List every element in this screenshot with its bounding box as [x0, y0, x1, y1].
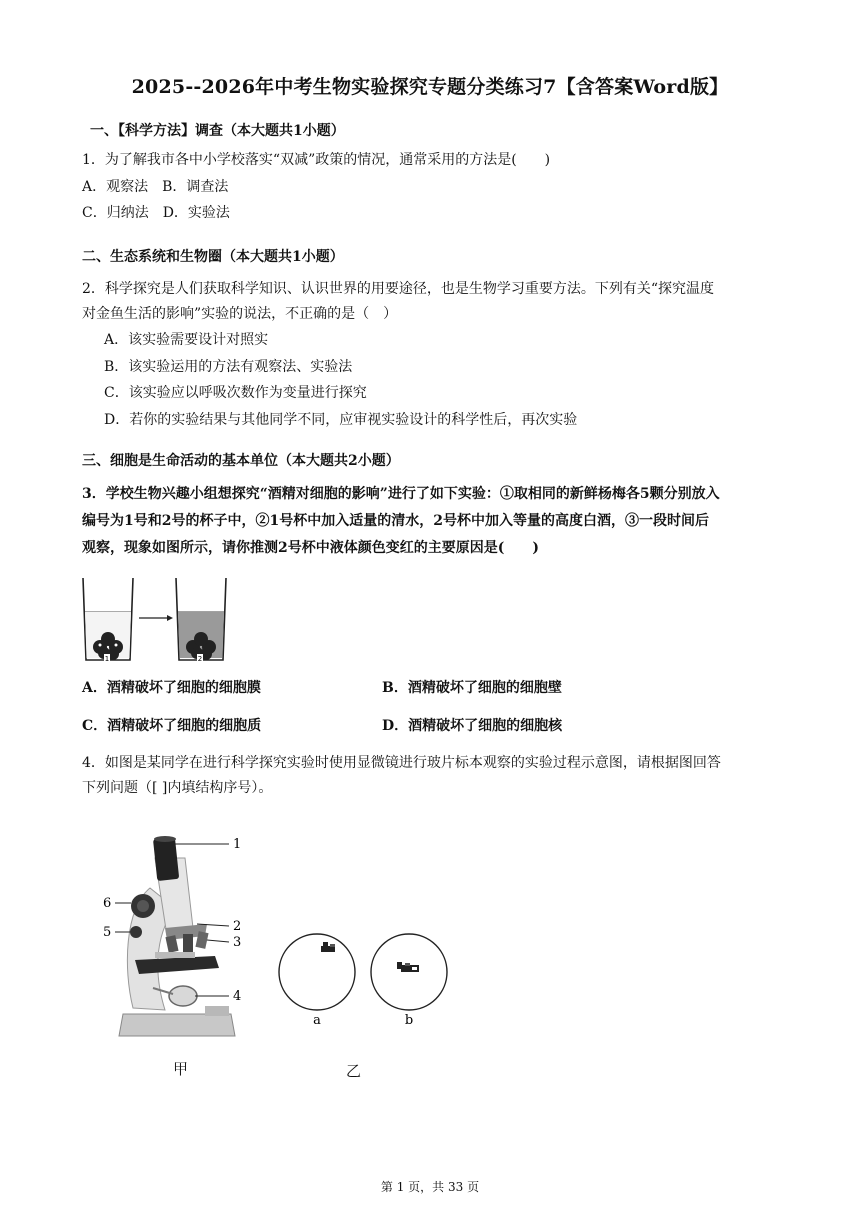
q3-option-d: D．酒精破坏了细胞的细胞核 — [382, 718, 563, 734]
field-of-view-figure — [275, 928, 455, 1028]
q3-stem-line1: 3．学校生物兴趣小组想探究“酒精对细胞的影响”进行了如下实验：①取相同的新鲜杨梅各5颗分别放入 — [82, 486, 720, 502]
figure-yi-label: 乙 — [346, 1062, 362, 1080]
view-b-label: b — [404, 1013, 414, 1028]
q3-stem-line3: 观察，现象如图所示，请你推测2号杯中液体颜色变红的主要原因是( ) — [82, 540, 539, 556]
q2-option-d: D．若你的实验结果与其他同学不同，应审视实验设计的科学性后，再次实验 — [104, 412, 578, 428]
cup-2 — [176, 578, 226, 663]
q2-stem-line2: 对金鱼生活的影响”实验的说法，不正确的是（ ） — [82, 306, 398, 322]
section-heading-1: 一、【科学方法】调查（本大题共1小题） — [90, 123, 345, 139]
page-title: 2025--2026年中考生物实验探究专题分类练习7【含答案Word版】 — [131, 76, 729, 98]
q3-option-c: C．酒精破坏了细胞的细胞质 — [82, 718, 262, 734]
q1-stem: 1．为了解我市各中小学校落实“双减”政策的情况，通常采用的方法是( ) — [82, 152, 551, 168]
q1-options-cd: C．归纳法 D．实验法 — [82, 205, 230, 221]
q4-stem-line1: 4．如图是某同学在进行科学探究实验时使用显微镜进行玻片标本观察的实验过程示意图，请根据图回答 — [82, 755, 721, 771]
q3-stem-line2: 编号为1号和2号的杯子中，②1号杯中加入适量的清水，2号杯中加入等量的高度白酒，③一段时间后 — [82, 513, 709, 529]
microscope-figure — [95, 828, 255, 1048]
q3-option-b: B．酒精破坏了细胞的细胞壁 — [382, 680, 562, 696]
microscope-label-5: 5 — [103, 925, 112, 940]
arrow-icon — [139, 615, 173, 621]
q2-stem-line1: 2．科学探究是人们获取科学知识、认识世界的用要途径，也是生物学习重要方法。下列有关“探究温度 — [82, 281, 715, 297]
q4-stem-line2: 下列问题（[ ]内填结构序号）。 — [82, 780, 273, 796]
cup-1 — [83, 578, 133, 663]
q3-option-a: A．酒精破坏了细胞的细胞膜 — [82, 680, 261, 696]
q2-option-b: B．该实验运用的方法有观察法、实验法 — [104, 359, 353, 375]
microscope-label-3: 3 — [233, 935, 242, 950]
q2-option-c: C．该实验应以呼吸次数作为变量进行探究 — [104, 385, 367, 401]
cups-figure — [78, 574, 238, 666]
cup-2-label: 2 — [197, 655, 203, 663]
q1-options-ab: A．观察法 B．调查法 — [82, 179, 229, 195]
microscope-label-6: 6 — [103, 896, 112, 911]
section-heading-2: 二、生态系统和生物圈（本大题共1小题） — [82, 249, 344, 265]
figure-jia-label: 甲 — [173, 1060, 189, 1078]
microscope-label-2: 2 — [233, 919, 242, 934]
section-heading-3: 三、细胞是生命活动的基本单位（本大题共2小题） — [82, 453, 400, 469]
view-a-label: a — [313, 1013, 321, 1028]
cup-1-label: 1 — [104, 655, 110, 663]
microscope-label-4: 4 — [233, 989, 242, 1004]
q2-option-a: A．该实验需要设计对照实 — [104, 332, 269, 348]
view-a-circle — [279, 934, 355, 1010]
page-footer: 第 1 页，共 33 页 — [380, 1180, 480, 1194]
microscope-label-1: 1 — [233, 837, 242, 852]
